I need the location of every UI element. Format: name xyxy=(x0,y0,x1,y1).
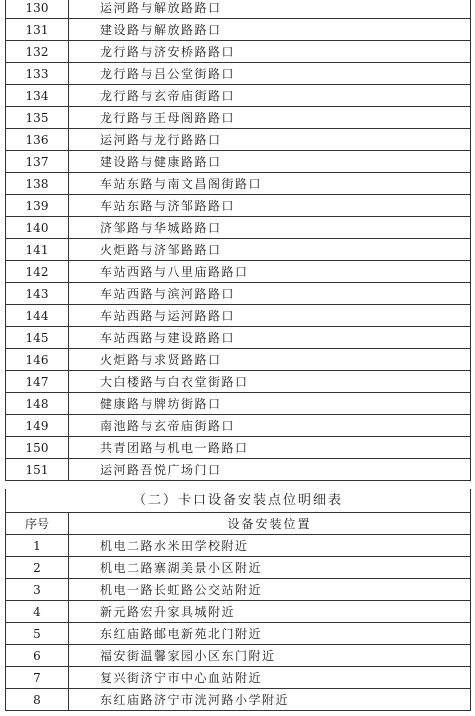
table-row xyxy=(6,283,471,305)
row-location: 新元路宏升家具城附近 xyxy=(69,601,471,623)
row-number: 146 xyxy=(6,349,69,371)
row-location: 运河路与龙行路路口 xyxy=(69,129,471,151)
table-row xyxy=(6,415,471,437)
row-number: 143 xyxy=(6,283,69,305)
header-serial-number: 序号 xyxy=(6,513,69,535)
table-row xyxy=(6,601,471,623)
row-location: 车站东路与济邹路路口 xyxy=(69,195,471,217)
header-install-location: 设备安装位置 xyxy=(69,513,471,535)
row-location: 车站东路与南文昌阁街路口 xyxy=(69,173,471,195)
row-number: 130 xyxy=(6,0,69,19)
row-number: 145 xyxy=(6,327,69,349)
row-number: 140 xyxy=(6,217,69,239)
row-number: 141 xyxy=(6,239,69,261)
row-number: 4 xyxy=(6,601,69,623)
row-location: 建设路与健康路路口 xyxy=(69,151,471,173)
row-number: 131 xyxy=(6,19,69,41)
row-number: 150 xyxy=(6,437,69,459)
table-row xyxy=(6,349,471,371)
table-row xyxy=(6,327,471,349)
row-location: 共青团路与机电一路路口 xyxy=(69,437,471,459)
row-location: 福安街温馨家园小区东门附近 xyxy=(69,645,471,667)
row-location: 复兴街济宁市中心血站附近 xyxy=(69,667,471,689)
row-number: 5 xyxy=(6,623,69,645)
bayonet-device-body xyxy=(6,535,471,711)
table-row xyxy=(6,371,471,393)
table-row xyxy=(6,0,471,19)
checkpoint-list-body xyxy=(6,0,471,481)
row-number: 147 xyxy=(6,371,69,393)
row-number: 1 xyxy=(6,535,69,557)
row-number: 148 xyxy=(6,393,69,415)
table-row xyxy=(6,437,471,459)
row-location: 龙行路与济安桥路路口 xyxy=(69,41,471,63)
checkpoint-list-table-continued xyxy=(5,0,471,481)
table-row xyxy=(6,557,471,579)
row-number: 151 xyxy=(6,459,69,481)
table-row xyxy=(6,195,471,217)
bayonet-device-table xyxy=(5,512,471,711)
table-row xyxy=(6,129,471,151)
row-number: 149 xyxy=(6,415,69,437)
row-location: 车站西路与八里庙路路口 xyxy=(69,261,471,283)
table-row xyxy=(6,579,471,601)
section-title: （二）卡口设备安装点位明细表 xyxy=(5,489,471,512)
row-number: 142 xyxy=(6,261,69,283)
table-row xyxy=(6,173,471,195)
row-number: 132 xyxy=(6,41,69,63)
row-number: 8 xyxy=(6,689,69,711)
row-number: 138 xyxy=(6,173,69,195)
row-number: 136 xyxy=(6,129,69,151)
row-number: 134 xyxy=(6,85,69,107)
row-location: 车站西路与滨河路路口 xyxy=(69,283,471,305)
row-number: 7 xyxy=(6,667,69,689)
row-location: 龙行路与玄帝庙街路口 xyxy=(69,85,471,107)
row-number: 135 xyxy=(6,107,69,129)
table-row xyxy=(6,85,471,107)
row-number: 144 xyxy=(6,305,69,327)
row-number: 3 xyxy=(6,579,69,601)
row-number: 133 xyxy=(6,63,69,85)
table-row xyxy=(6,667,471,689)
row-location: 东红庙路邮电新苑北门附近 xyxy=(69,623,471,645)
table-row xyxy=(6,239,471,261)
row-location: 车站西路与运河路路口 xyxy=(69,305,471,327)
table-header-row xyxy=(6,513,471,535)
table-row xyxy=(6,41,471,63)
table-row xyxy=(6,535,471,557)
row-location: 机电二路寨湖美景小区附近 xyxy=(69,557,471,579)
table-row xyxy=(6,305,471,327)
table-row xyxy=(6,459,471,481)
row-location: 大白楼路与白衣堂街路口 xyxy=(69,371,471,393)
row-location: 建设路与解放路路口 xyxy=(69,19,471,41)
row-number: 139 xyxy=(6,195,69,217)
table-row xyxy=(6,689,471,711)
table-row xyxy=(6,261,471,283)
table-row xyxy=(6,107,471,129)
table-row xyxy=(6,645,471,667)
row-location: 龙行路与吕公堂街路口 xyxy=(69,63,471,85)
table-row xyxy=(6,19,471,41)
row-location: 机电一路长虹路公交站附近 xyxy=(69,579,471,601)
row-location: 火炬路与济邹路路口 xyxy=(69,239,471,261)
row-number: 137 xyxy=(6,151,69,173)
row-location: 运河路与解放路路口 xyxy=(69,0,471,19)
row-number: 2 xyxy=(6,557,69,579)
table-row xyxy=(6,623,471,645)
row-location: 东红庙路济宁市洸河路小学附近 xyxy=(69,689,471,711)
row-location: 火炬路与求贤路路口 xyxy=(69,349,471,371)
row-location: 南池路与玄帝庙街路口 xyxy=(69,415,471,437)
table-row xyxy=(6,393,471,415)
row-location: 机电二路水米田学校附近 xyxy=(69,535,471,557)
table-row xyxy=(6,63,471,85)
row-location: 车站西路与建设路路口 xyxy=(69,327,471,349)
row-location: 健康路与牌坊街路口 xyxy=(69,393,471,415)
table-row xyxy=(6,151,471,173)
row-location: 运河路吾悦广场门口 xyxy=(69,459,471,481)
row-location: 济邹路与华城路路口 xyxy=(69,217,471,239)
row-location: 龙行路与王母阁路路口 xyxy=(69,107,471,129)
row-number: 6 xyxy=(6,645,69,667)
table-row xyxy=(6,217,471,239)
